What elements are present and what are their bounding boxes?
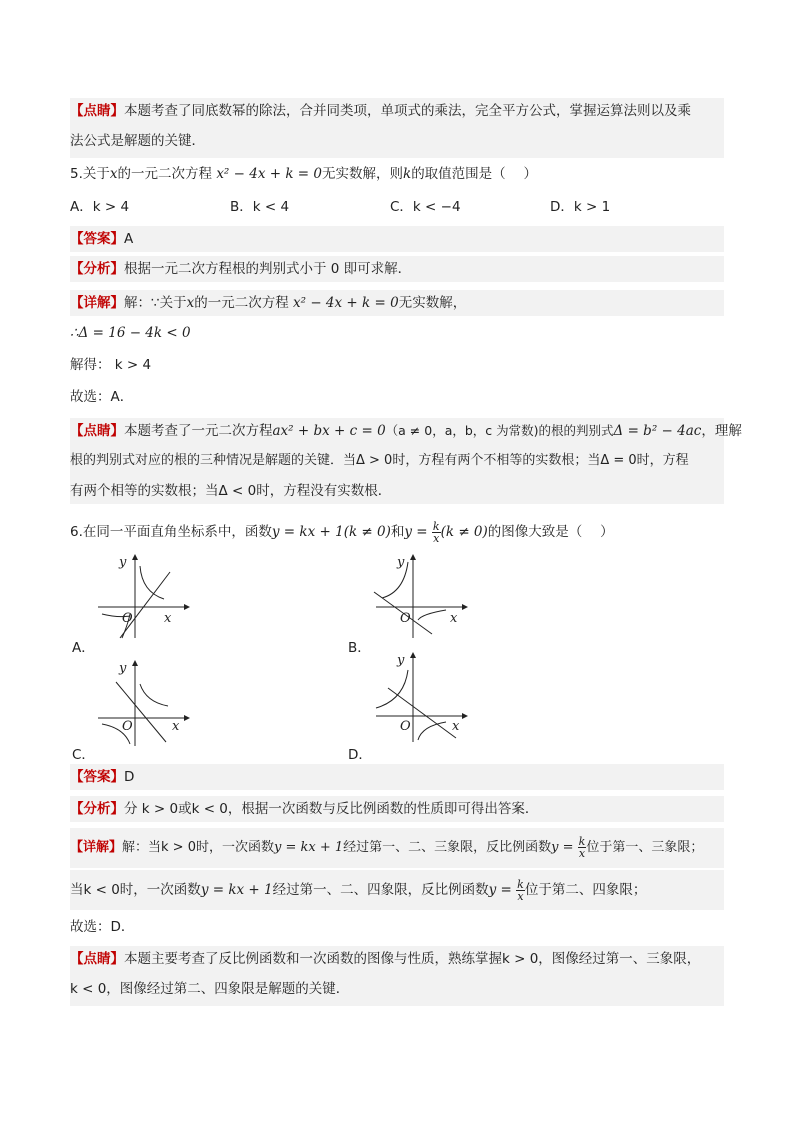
answer-value: D (124, 769, 135, 785)
q6-analysis (70, 796, 724, 822)
detail-text: 解：∵关于 (124, 295, 187, 311)
equation: y = (404, 524, 428, 540)
graph-d-label[interactable]: D． (348, 747, 372, 763)
fraction (516, 879, 525, 902)
detail-text: 解：当k > 0时，一次函数 (122, 840, 274, 855)
comment-tag: 【点睛】 (70, 951, 124, 967)
axis-y-label: y (397, 653, 405, 668)
frac-num: k (432, 519, 440, 533)
origin-label: O (122, 611, 133, 626)
answer-value: A (124, 231, 134, 247)
graph-d[interactable] (370, 650, 470, 748)
equation: (k ≠ 0) (440, 524, 488, 540)
q5-step2 (70, 354, 724, 376)
detail-tag: 【详解】 (70, 840, 123, 855)
q5-stem (70, 163, 724, 185)
q5-step3 (70, 386, 724, 408)
q6-detail-2 (70, 870, 724, 910)
stem-text: 的一元二次方程 (117, 166, 213, 182)
comment-text: 本题考查了同底数幂的除法，合并同类项，单项式的乘法，完全平方公式，掌握运算法则以及乘 (124, 103, 691, 119)
frac-den: x (578, 847, 586, 860)
comment-text: 本题考查了一元二次方程 (124, 423, 273, 439)
detail-text: 位于第一、三象限； (586, 840, 704, 855)
answer-tag: 【答案】 (70, 231, 124, 247)
q5-step1 (70, 322, 724, 344)
frac-num: k (517, 877, 524, 891)
comment-text: （a ≠ 0，a，b，c 为常数)的根的判别式 (385, 423, 614, 438)
q6-answer (70, 764, 724, 790)
step-text: ∴Δ = 16 − 4k < 0 (70, 325, 191, 341)
axis-y-label: y (119, 555, 127, 570)
option-c[interactable]: C．k < −4 (390, 199, 461, 215)
q5-answer (70, 226, 724, 252)
analysis-tag: 【分析】 (70, 801, 124, 817)
origin-label: O (122, 719, 133, 734)
frac-num: k (578, 835, 586, 848)
q6-comment (70, 946, 724, 1006)
graph-a-svg (92, 552, 192, 640)
comment-text: 本题主要考查了反比例函数和一次函数的图像与性质，熟练掌握k > 0，图像经过第一、三象限， (124, 951, 701, 967)
comment-text: 根的判别式对应的根的三种情况是解题的关键．当Δ > 0时，方程有两个不相等的实数根；当Δ = 0时，方程 (70, 453, 689, 468)
frac-den: x (517, 889, 524, 903)
comment-text: ，理解 (701, 423, 742, 439)
detail-tag: 【详解】 (70, 295, 124, 311)
graph-b-svg (370, 552, 470, 640)
axis-x-label: x (172, 719, 180, 734)
axis-y-label: y (397, 555, 405, 570)
axis-x-label: x (452, 719, 460, 734)
equation: y = (488, 882, 512, 898)
step-text: 解得： k > 4 (70, 357, 152, 373)
origin-label: O (400, 611, 411, 626)
stem-text: 的取值范围是（ ） (411, 166, 537, 182)
step-text: 故选：D． (70, 919, 135, 935)
graph-a[interactable] (92, 552, 192, 644)
equation: ax² + bx + c = 0 (272, 423, 386, 439)
q5-analysis (70, 256, 724, 282)
fraction (432, 521, 441, 544)
stem-text: 的图像大致是（ ） (487, 524, 614, 540)
detail-text: 的一元二次方程 (194, 295, 289, 311)
analysis-text: 分 k > 0或k < 0，根据一次函数与反比例函数的性质即可得出答案． (124, 801, 539, 817)
equation: y = kx + 1 (273, 840, 344, 855)
frac-den: x (433, 531, 440, 545)
graph-b-label[interactable]: B． (348, 640, 371, 656)
equation: y = kx + 1(k ≠ 0) (271, 524, 391, 540)
analysis-text: 根据一元二次方程根的判别式小于 0 即可求解． (124, 261, 412, 277)
graph-c-label[interactable]: C． (72, 747, 95, 763)
axis-x-label: x (450, 611, 458, 626)
option-a[interactable]: A．k > 4 (70, 199, 130, 215)
comment-text: k < 0，图像经过第二、四象限是解题的关键． (70, 981, 350, 997)
comment-tag: 【点睛】 (70, 423, 124, 439)
var-x: x (186, 295, 195, 311)
step-text: 故选：A． (70, 389, 134, 405)
graph-c-svg (92, 658, 192, 748)
var-k: k (403, 166, 412, 182)
analysis-tag: 【分析】 (70, 261, 124, 277)
axis-y-label: y (119, 661, 127, 676)
equation: x² − 4x + k = 0 (293, 295, 399, 311)
detail-text: 位于第二、四象限； (524, 882, 647, 898)
equation: y = kx + 1 (200, 882, 273, 898)
comment-tag: 【点睛】 (70, 103, 124, 119)
axis-x-label: x (164, 611, 172, 626)
detail-text: 经过第一、二、三象限，反比例函数 (343, 840, 552, 855)
option-b[interactable]: B．k < 4 (230, 199, 290, 215)
origin-label: O (400, 719, 411, 734)
comment-text: 有两个相等的实数根；当Δ < 0时，方程没有实数根． (70, 483, 392, 499)
q5-detail (70, 290, 724, 316)
option-d[interactable]: D．k > 1 (550, 199, 611, 215)
graph-a-label[interactable]: A． (72, 640, 95, 656)
q6-step (70, 916, 724, 938)
q6-stem (70, 514, 724, 550)
graph-b[interactable] (370, 552, 470, 644)
detail-text: 当k < 0时，一次函数 (70, 882, 201, 898)
graph-c[interactable] (92, 658, 192, 752)
equation: y = (551, 840, 574, 855)
stem-text: 无实数解，则 (322, 166, 403, 182)
equation: Δ = b² − 4ac (613, 423, 702, 439)
q4-comment-block (70, 98, 724, 158)
q5-comment (70, 418, 742, 504)
graph-d-svg (370, 650, 470, 744)
q5-options (70, 196, 724, 218)
detail-text: 无实数解， (398, 295, 467, 311)
stem-text: 5.关于 (70, 166, 110, 182)
answer-tag: 【答案】 (70, 769, 124, 785)
stem-text: 和 (390, 524, 405, 540)
var-x: x (109, 166, 118, 182)
comment-text: 法公式是解题的关键． (70, 133, 205, 149)
equation: x² − 4x + k = 0 (216, 166, 322, 182)
detail-text: 经过第一、二、四象限，反比例函数 (272, 882, 489, 898)
stem-text: 6.在同一平面直角坐标系中，函数 (70, 524, 272, 540)
q6-detail-1 (70, 828, 724, 868)
